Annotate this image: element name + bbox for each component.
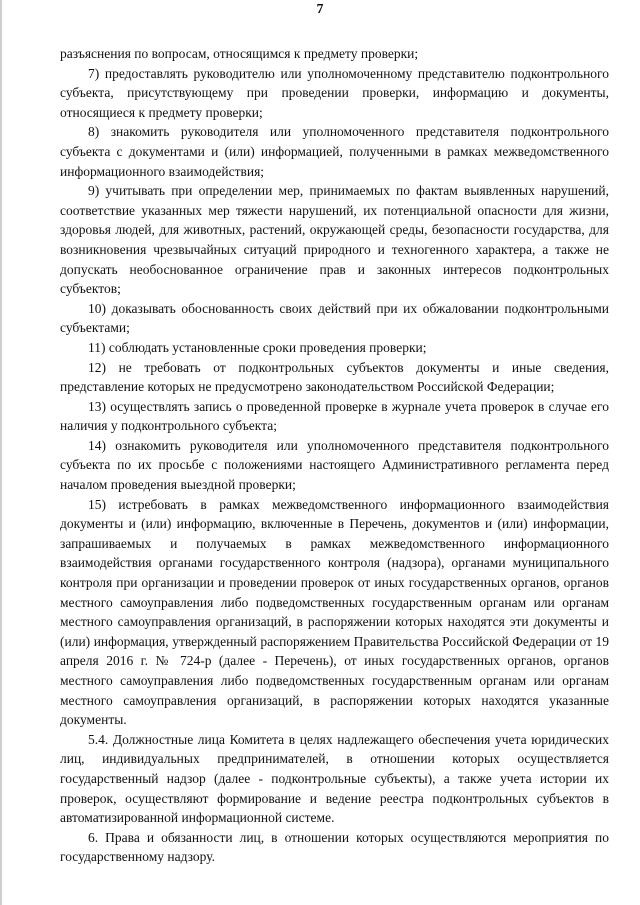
paragraph-section-5-4: 5.4. Должностные лица Комитета в целях надлежащего обеспечения учета юридических лиц, индивидуальных предпринимателей, в отношении которых осуществляется государственный надзор (далее - подконтрольные субъекты), а также учета истории их проверок, осуществляют формирование и ведение реестра подконтрольных субъектов в автоматизированной информационной системе. (60, 731, 609, 826)
paragraph-item-15: 15) истребовать в рамках межведомственного информационного взаимодействия документы и (или) информацию, включенные в Перечень, документов и (или) информации, запрашиваемых и получаемых в рамках межведомственного информационного взаимодействия органами государственного контроля (надзора), органами муниципального контроля при организации и проведении проверок от иных государственных органов, органов местного самоуправления либо подведомственных государственным органам или органам местного самоуправления организаций, в распоряжении которых находятся эти документы и (или) информация, утвержденный распоряжением Правительства Российской Федерации от 19 апреля 2016 г. № 724-р (далее - Перечень), от иных государственных органов, органов местного самоуправления либо подведомственных государственным органам или органам местного самоуправления организаций, в распоряжении которых находятся указанные документы. (60, 496, 609, 728)
paragraph-item-11: 11) соблюдать установленные сроки проведения проверки; (88, 339, 427, 355)
paragraph-item-13: 13) осуществлять запись о проведенной проверке в журнале учета проверок в случае его наличия у подконтрольного субъекта; (60, 398, 609, 434)
page-number: 7 (316, 2, 324, 17)
paragraph-item-8: 8) знакомить руководителя или уполномоченного представителя подконтрольного субъекта с документами и (или) информацией, полученными в рамках межведомственного информационного взаимодействия; (60, 124, 609, 179)
paragraph-continuation: разъяснения по вопросам, относящимся к предмету проверки; (60, 46, 419, 61)
document-body (60, 44, 609, 867)
scan-edge (0, 0, 2, 905)
paragraph-section-6: 6. Права и обязанности лиц, в отношении которых осуществляются мероприятия по государственному надзору. (60, 829, 609, 865)
paragraph-item-7: 7) предоставлять руководителю или уполномоченному представителю подконтрольного субъекта, присутствующему при проведении проверки, информацию и документы, относящиеся к предмету проверки; (60, 65, 609, 120)
paragraph-item-12: 12) не требовать от подконтрольных субъектов документы и иные сведения, представление которых не предусмотрено законодательством Российской Федерации; (60, 359, 609, 395)
paragraph-item-14: 14) ознакомить руководителя или уполномоченного представителя подконтрольного субъекта по их просьбе с положениями настоящего Административного регламента перед началом проведения выездной проверки; (60, 437, 609, 493)
paragraph-item-9: 9) учитывать при определении мер, принимаемых по фактам выявленных нарушений, соответствие указанных мер тяжести нарушений, их потенциальной опасности для жизни, здоровья людей, для животных, растений, окружающей среды, безопасности государства, для возникновения чрезвычайных ситуаций природного и техногенного характера, а также не допускать необоснованное ограничение прав и законных интересов подконтрольных субъектов; (60, 183, 609, 297)
paragraph-item-10: 10) доказывать обоснованность своих действий при их обжаловании подконтрольными субъектами; (60, 300, 609, 336)
